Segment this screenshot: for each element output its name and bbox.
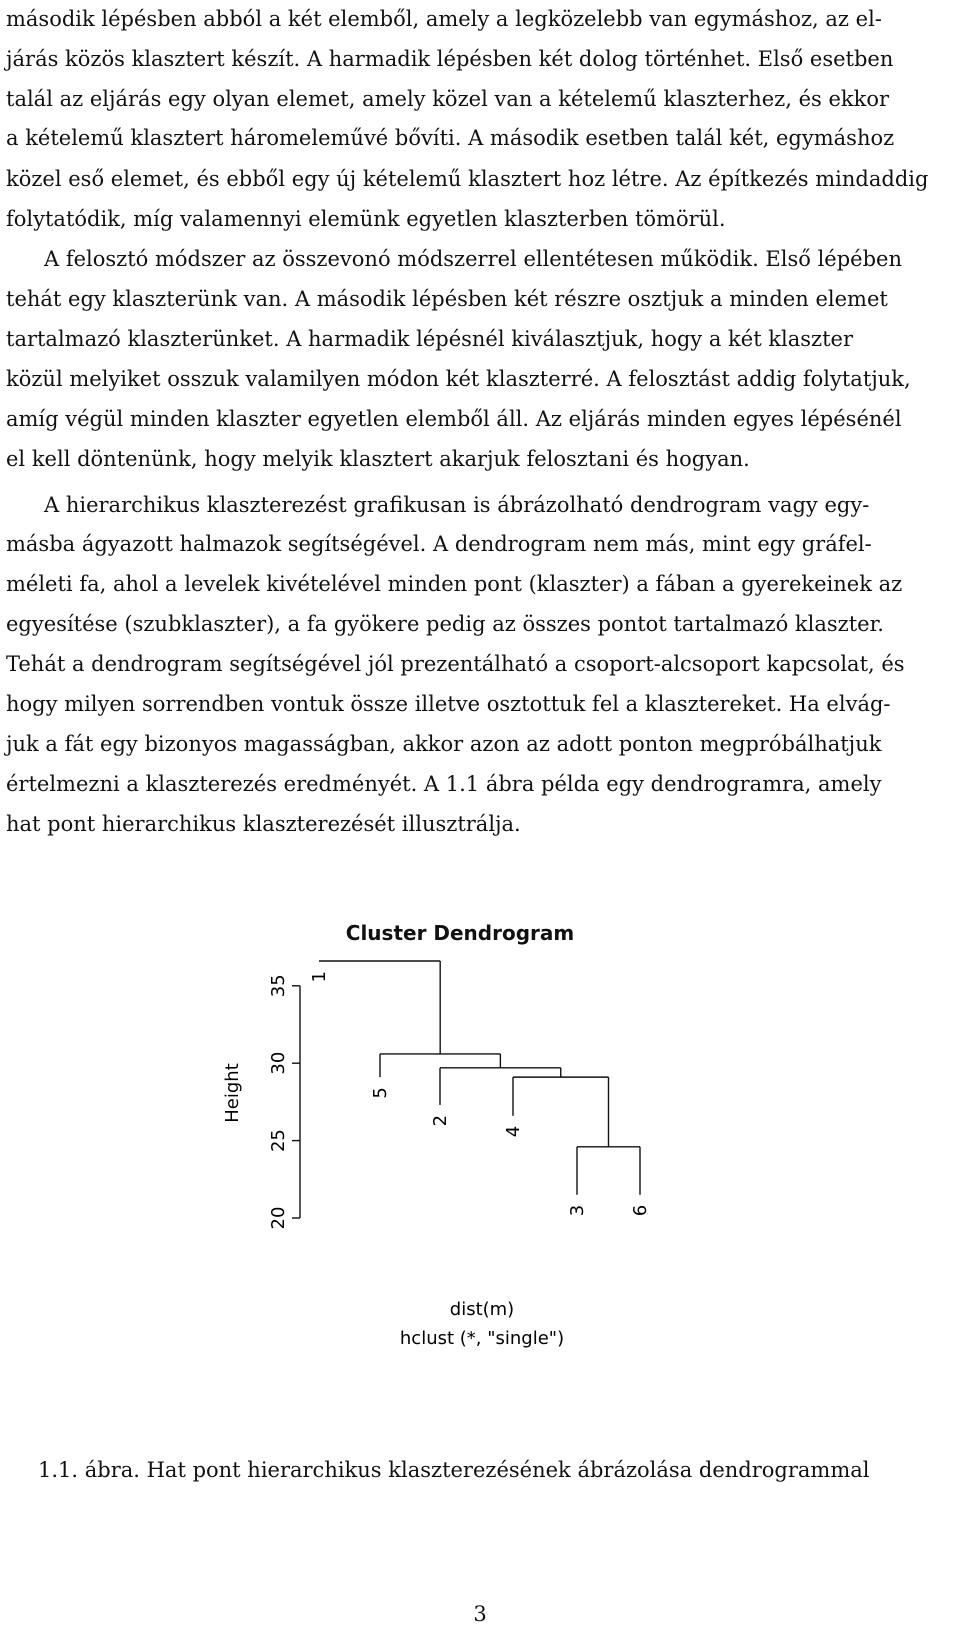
- leaf-label: 2: [430, 1114, 451, 1127]
- text-line: juk a fát egy bizonyos magasságban, akkor azon az adott ponton megpróbálhatjuk: [6, 732, 882, 756]
- y-tick-label: 20: [268, 1206, 289, 1230]
- leaf-label: 3: [567, 1204, 588, 1217]
- y-tick-label: 35: [268, 974, 289, 998]
- leaf-label: 6: [630, 1204, 651, 1217]
- text-line: közel eső elemet, és ebből egy új kételemű klasztert hoz létre. Az építkezés mindaddig: [6, 167, 929, 191]
- x-axis-label: dist(m): [449, 1299, 515, 1320]
- figure-caption: 1.1. ábra. Hat pont hierarchikus klaszterezésének ábrázolása dendrogrammal: [38, 1458, 870, 1482]
- text-line: járás közös klasztert készít. A harmadik lépésben két dolog történhet. Első esetben: [6, 47, 894, 71]
- dendrogram-branches: [319, 961, 640, 1195]
- text-line: értelmezni a klaszterezés eredményét. A 1.1 ábra példa egy dendrogramra, amely: [6, 772, 882, 796]
- text-line: amíg végül minden klaszter egyetlen elemből áll. Az eljárás minden egyes lépésénél: [6, 407, 902, 431]
- text-line: hogy milyen sorrendben vontuk össze illetve osztottuk fel a klasztereket. Ha elvág-: [6, 692, 891, 716]
- page-number: 3: [473, 1602, 487, 1626]
- chart-title: Cluster Dendrogram: [345, 921, 575, 945]
- leaf-label: 4: [503, 1125, 524, 1138]
- text-line: tehát egy klaszterünk van. A második lépésben két részre osztjuk a minden elemet: [6, 287, 888, 311]
- dendrogram-chart: [200, 915, 720, 1435]
- text-line: egyesítése (szubklaszter), a fa gyökere pedig az összes pontot tartalmazó klaszter.: [6, 612, 884, 636]
- text-line: méleti fa, ahol a levelek kivételével minden pont (klaszter) a fában a gyerekeinek az: [6, 572, 903, 596]
- text-line: másba ágyazott halmazok segítségével. A dendrogram nem más, mint egy gráfel-: [6, 532, 872, 556]
- text-line: a kételemű klasztert háromeleművé bővíti. A második esetben talál két, egymáshoz: [6, 126, 895, 150]
- text-line: folytatódik, míg valamennyi elemünk egyetlen klaszterben tömörül.: [6, 207, 726, 231]
- leaf-label: 5: [370, 1087, 391, 1099]
- text-line: Tehát a dendrogram segítségével jól prezentálható a csoport-alcsoport kapcsolat, és: [6, 652, 905, 676]
- text-line: tartalmazó klaszterünket. A harmadik lépésnél kiválasztjuk, hogy a két klaszter: [6, 327, 854, 351]
- text-line: hat pont hierarchikus klaszterezését illusztrálja.: [6, 812, 521, 836]
- y-tick-label: 25: [268, 1129, 289, 1153]
- y-axis: [268, 974, 300, 1229]
- dendrogram-figure: [200, 915, 720, 1435]
- text-line: el kell döntenünk, hogy melyik klasztert akarjuk felosztani és hogyan.: [6, 447, 750, 471]
- y-tick-label: 30: [268, 1051, 289, 1075]
- method-label: hclust (*, "single"): [399, 1328, 565, 1349]
- leaf-label: 1: [309, 971, 330, 983]
- text-line: A felosztó módszer az összevonó módszerrel ellentétesen működik. Első lépében: [44, 247, 902, 271]
- text-line: talál az eljárás egy olyan elemet, amely közel van a kételemű klaszterhez, és ekkor: [6, 87, 890, 111]
- text-line: közül melyiket osszuk valamilyen módon két klaszterré. A felosztást addig folytatjuk,: [6, 367, 911, 391]
- text-line: második lépésben abból a két elemből, amely a legközelebb van egymáshoz, az el-: [6, 7, 882, 31]
- text-line: A hierarchikus klaszterezést grafikusan is ábrázolható dendrogram vagy egy-: [44, 493, 870, 517]
- y-axis-label: Height: [222, 1063, 243, 1123]
- leaf-labels: [309, 971, 651, 1216]
